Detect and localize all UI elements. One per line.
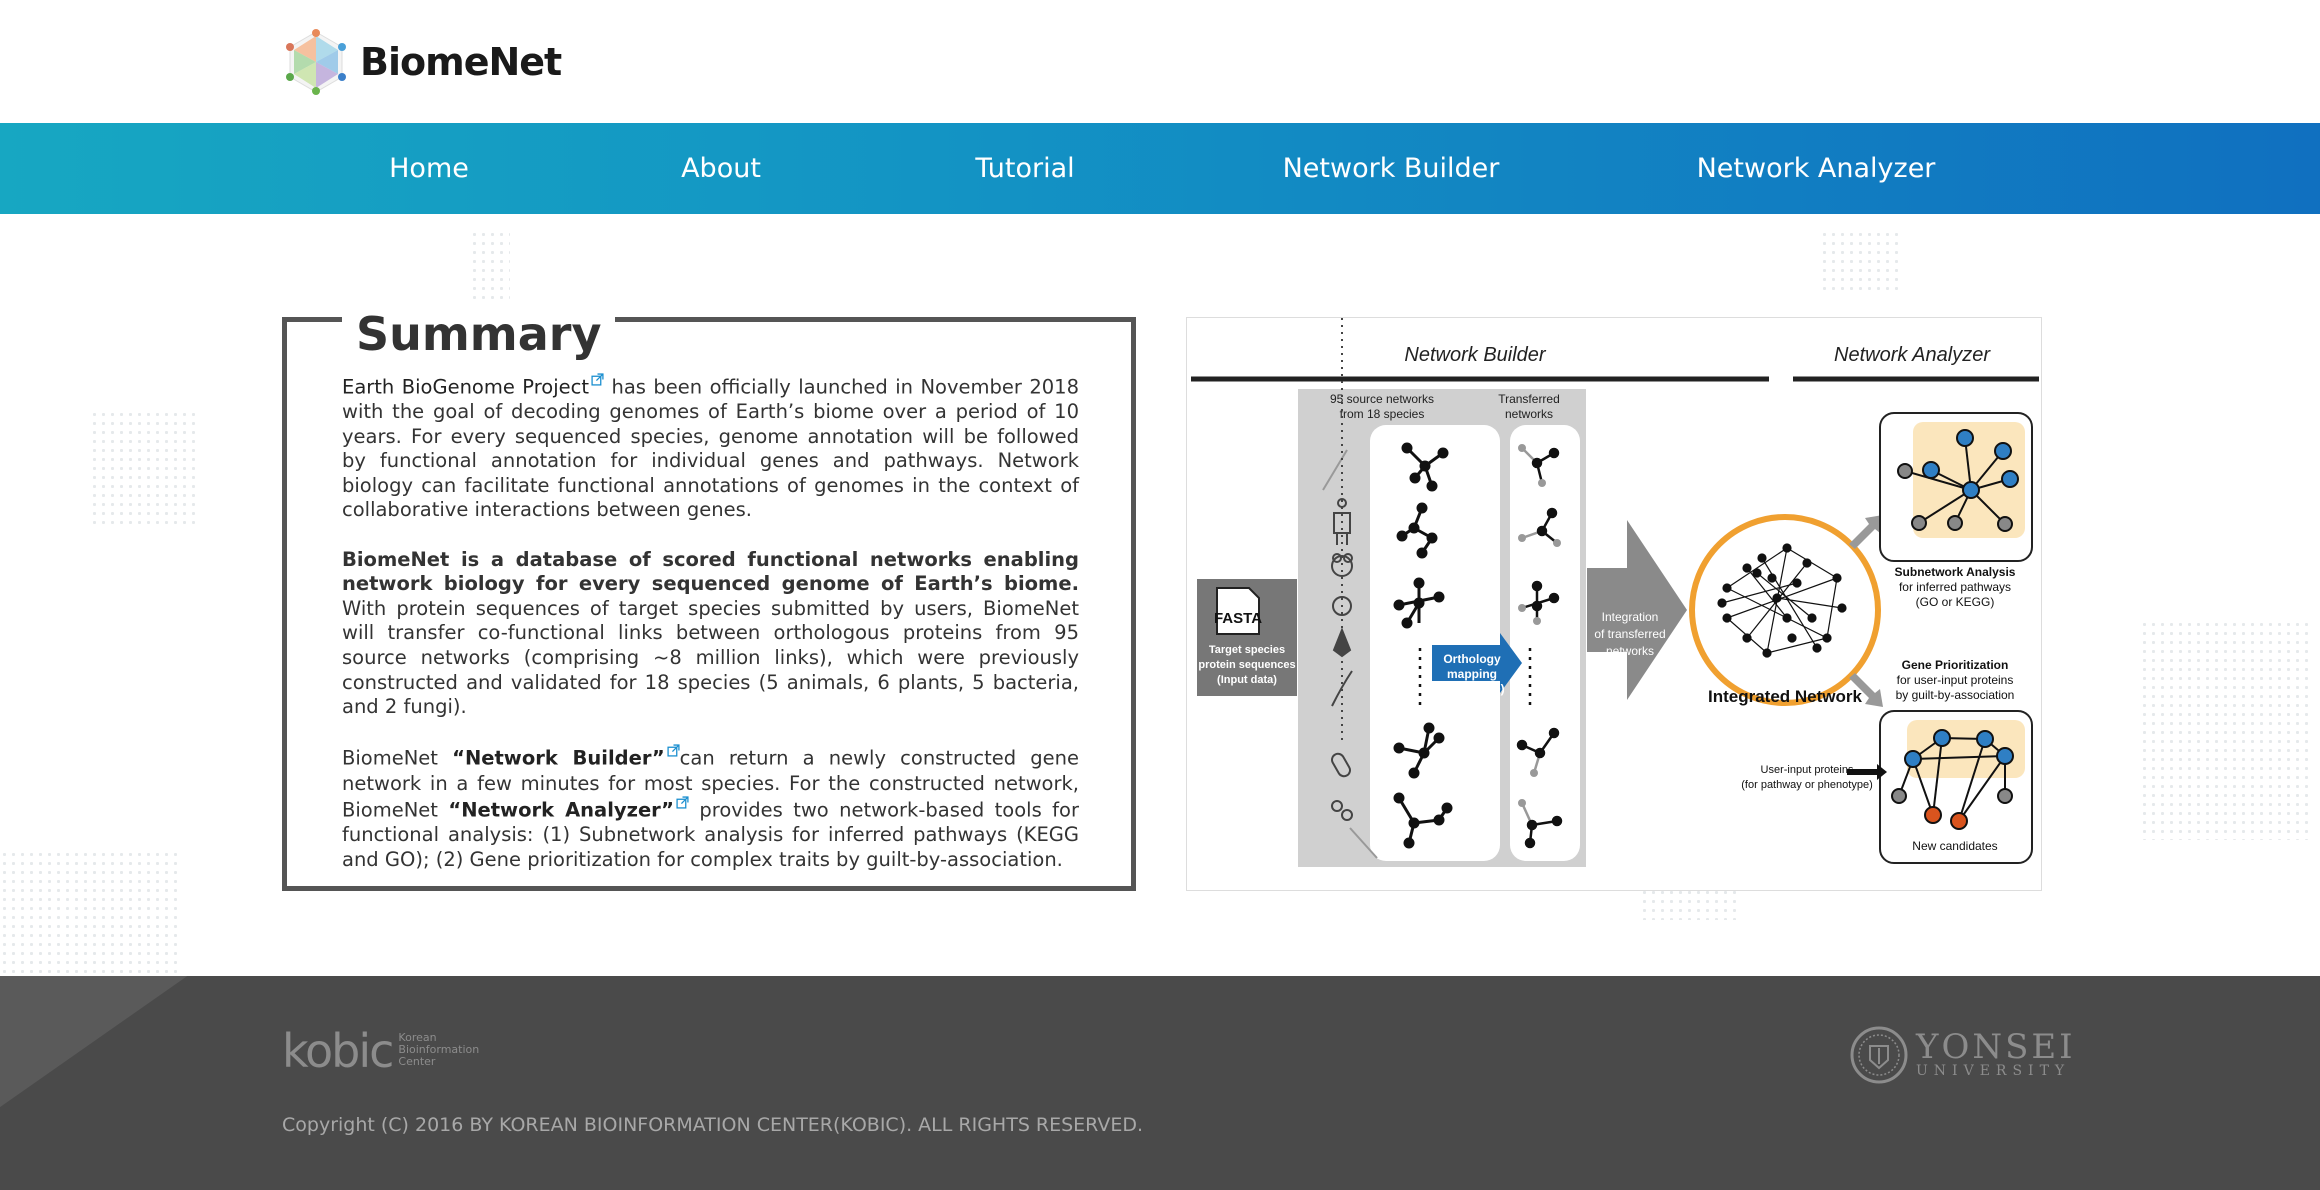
source-label-line2: from 18 species — [1339, 407, 1425, 421]
site-footer — [0, 976, 2320, 1190]
user-input-line1: User-input proteins — [1760, 764, 1854, 776]
external-link-icon[interactable] — [667, 744, 680, 757]
yonsei-sub: UNIVERSITY — [1916, 1063, 2071, 1079]
earth-biogenome-link[interactable]: Earth BioGenome Project — [342, 375, 590, 399]
kobic-logo[interactable] — [282, 1024, 480, 1078]
external-link-icon[interactable] — [591, 373, 604, 386]
kobic-subtitle — [398, 1032, 479, 1074]
nav-tutorial[interactable]: Tutorial — [975, 153, 1075, 184]
target-label-line2: protein sequences — [1198, 659, 1296, 671]
kobic-sub-line: Korean — [398, 1031, 437, 1044]
gp-label-line2: for user-input proteins — [1896, 673, 2014, 687]
workflow-diagram — [1187, 318, 2043, 892]
subnetwork-label-line3: (GO or KEGG) — [1915, 595, 1995, 609]
new-candidates-label: New candidates — [1912, 839, 1998, 853]
summary-body — [342, 373, 1079, 897]
summary-panel — [282, 307, 1136, 891]
yonsei-logo[interactable] — [1850, 1026, 2076, 1084]
summary-text: BiomeNet — [342, 746, 453, 770]
summary-text: provides two network-based tools for functional analysis: (1) Subnetwork analysis for inferred pathways (KEGG and GO); (2) Gene prioritization for complex traits by guilt-by-association. — [342, 798, 1079, 871]
yonsei-emblem-icon — [1850, 1026, 1908, 1084]
nav-about[interactable]: About — [681, 153, 761, 184]
subnetwork-label-line1: Subnetwork Analysis — [1894, 565, 2016, 579]
external-link-icon[interactable] — [676, 796, 689, 809]
biomenet-logo-icon — [282, 28, 350, 96]
nav-network-builder[interactable]: Network Builder — [1282, 153, 1500, 184]
kobic-wordmark: kobic — [282, 1024, 393, 1078]
summary-text: has been officially launched in November 2018 with the goal of decoding genomes of Earth’s biome over a period of 10 years. For every sequenced species, genome annotation will be followed by functional annotation for individual genes and pathways. Network biology can facilitate functional annotations of genomes in the context of collaborative interactions between genes. — [342, 375, 1079, 522]
summary-text: can return a newly constructed gene network in a few minutes for most species. For the constructed network, BiomeNet — [342, 746, 1079, 822]
fasta-label: FASTA — [1213, 610, 1263, 627]
kobic-sub-line: Center — [398, 1055, 436, 1068]
gp-label-line1: Gene Prioritization — [1901, 658, 2009, 672]
yonsei-name: YONSEI — [1916, 1027, 2076, 1067]
summary-paragraph — [342, 744, 1079, 872]
subnetwork-label-line2: for inferred pathways — [1898, 580, 2012, 594]
gp-label-line3: by guilt-by-association — [1895, 688, 2015, 702]
main-nav — [0, 123, 2320, 214]
nav-network-analyzer[interactable]: Network Analyzer — [1696, 153, 1936, 184]
yonsei-text — [1916, 1027, 2076, 1079]
figure-analyzer-title: Network Analyzer — [1834, 344, 1990, 366]
summary-paragraph — [342, 373, 1079, 523]
integrated-network-label: Integrated Network — [1708, 687, 1862, 706]
site-header — [0, 0, 2320, 123]
site-name: BiomeNet — [360, 40, 562, 84]
network-analyzer-link[interactable]: “Network Analyzer” — [448, 798, 674, 822]
background-pattern — [470, 230, 510, 300]
background-pattern — [90, 410, 200, 530]
summary-bold-text: BiomeNet is a database of scored functional networks enabling network biology for every sequenced genome of Earth’s biome. — [342, 547, 1079, 596]
copyright-text: Copyright (C) 2016 BY KOREAN BIOINFORMATION CENTER(KOBIC). ALL RIGHTS RESERVED. — [282, 1114, 1144, 1136]
background-pattern — [2140, 620, 2310, 840]
ortho-line2: mapping — [1447, 667, 1497, 681]
kobic-sub-line: Bioinformation — [398, 1043, 480, 1056]
target-label-line1: Target species — [1208, 644, 1286, 656]
source-label-line1: 95 source networks — [1329, 392, 1435, 406]
integ-line2: of transferred — [1594, 627, 1666, 641]
workflow-figure — [1186, 317, 2042, 891]
background-pattern — [1820, 230, 1900, 290]
user-input-line2: (for pathway or phenotype) — [1741, 779, 1873, 791]
summary-text: With protein sequences of target species submitted by users, BiomeNet will transfer co-functional links between orthologous proteins from 95 source networks (comprising ~8 million links), which were previously constructed and validated for 18 species (5 animals, 6 plants, 5 bacteria, and 2 fungi). — [342, 596, 1079, 719]
transferred-label-line2: networks — [1504, 407, 1554, 421]
footer-decoration — [0, 976, 224, 1122]
network-builder-link[interactable]: “Network Builder” — [452, 746, 665, 770]
integ-line3: networks — [1605, 644, 1655, 658]
summary-paragraph — [342, 548, 1079, 720]
ortho-line3: (DIAMOND) — [1439, 682, 1505, 696]
ortho-line1: Orthology — [1443, 652, 1501, 666]
transferred-label-line1: Transferred — [1498, 392, 1560, 406]
site-logo[interactable] — [282, 28, 561, 96]
target-label-line3: (Input data) — [1217, 674, 1277, 686]
figure-builder-title: Network Builder — [1404, 344, 1546, 366]
nav-home[interactable]: Home — [389, 153, 469, 184]
summary-title: Summary — [342, 306, 615, 362]
integ-line1: Integration — [1601, 610, 1659, 624]
background-pattern — [0, 850, 180, 980]
